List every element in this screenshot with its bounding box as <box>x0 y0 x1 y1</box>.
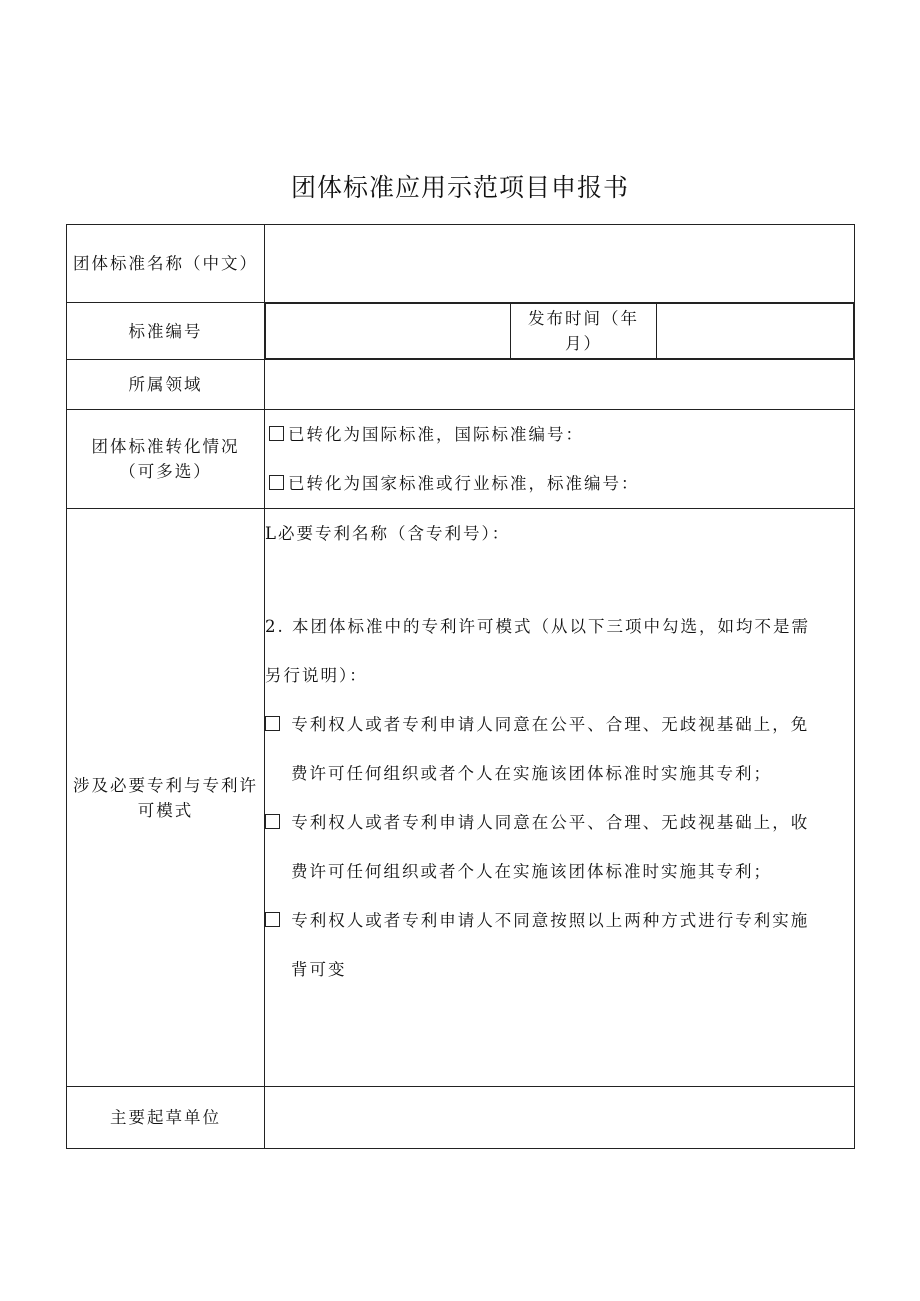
standard-number-label: 标准编号 <box>67 303 265 360</box>
standard-name-field[interactable] <box>265 225 855 303</box>
row-standard-name <box>67 225 855 303</box>
patent-option-paid-cont: 费许可任何组织或者个人在实施该团体标准时实施其专利； <box>291 862 772 881</box>
patent-option-paid[interactable]: 专利权人或者专利申请人同意在公平、合理、无歧视基础上，收 <box>265 798 854 847</box>
standard-number-field[interactable] <box>266 304 511 359</box>
patent-option-disagree[interactable]: 专利权人或者专利申请人不同意按照以上两种方式进行专利实施 <box>265 896 854 945</box>
conversion-option-national[interactable]: 已转化为国家标准或行业标准，标准编号： <box>265 459 854 508</box>
patent-option-free[interactable]: 专利权人或者专利申请人同意在公平、合理、无歧视基础上，免 <box>265 700 854 749</box>
patent-option-disagree-cont: 背可变 <box>291 960 347 979</box>
patent-option-free-cont: 费许可任何组织或者个人在实施该团体标准时实施其专利； <box>291 764 772 783</box>
publish-time-field[interactable] <box>657 304 854 359</box>
row-field <box>67 360 855 410</box>
field-value[interactable] <box>265 360 855 410</box>
drafter-field[interactable] <box>265 1087 855 1149</box>
checkbox-icon[interactable] <box>265 814 280 829</box>
row-drafter <box>67 1087 855 1149</box>
patent-label: 涉及必要专利与专利许可模式 <box>67 509 265 1087</box>
standard-name-label: 团体标准名称（中文） <box>67 225 265 303</box>
page-title: 团体标准应用示范项目申报书 <box>290 173 629 202</box>
patent-item-2-cont: 另行说明）： <box>265 666 368 685</box>
row-patent <box>67 509 855 1087</box>
application-form-table <box>66 224 855 1149</box>
row-conversion <box>67 410 855 509</box>
checkbox-icon[interactable] <box>269 475 284 490</box>
conversion-option-international[interactable]: 已转化为国际标准，国际标准编号： <box>265 410 854 459</box>
patent-item-1: L必要专利名称（含专利号）： <box>265 524 511 543</box>
drafter-label: 主要起草单位 <box>67 1087 265 1149</box>
field-label: 所属领域 <box>67 360 265 410</box>
publish-time-label: 发布时间（年月） <box>511 304 657 359</box>
checkbox-icon[interactable] <box>269 426 284 441</box>
checkbox-icon[interactable] <box>265 716 280 731</box>
row-standard-number <box>67 303 855 360</box>
checkbox-icon[interactable] <box>265 912 280 927</box>
patent-item-2: 2. 本团体标准中的专利许可模式（从以下三项中勾选，如均不是需 <box>265 617 810 636</box>
conversion-label: 团体标准转化情况（可多选） <box>67 410 265 509</box>
